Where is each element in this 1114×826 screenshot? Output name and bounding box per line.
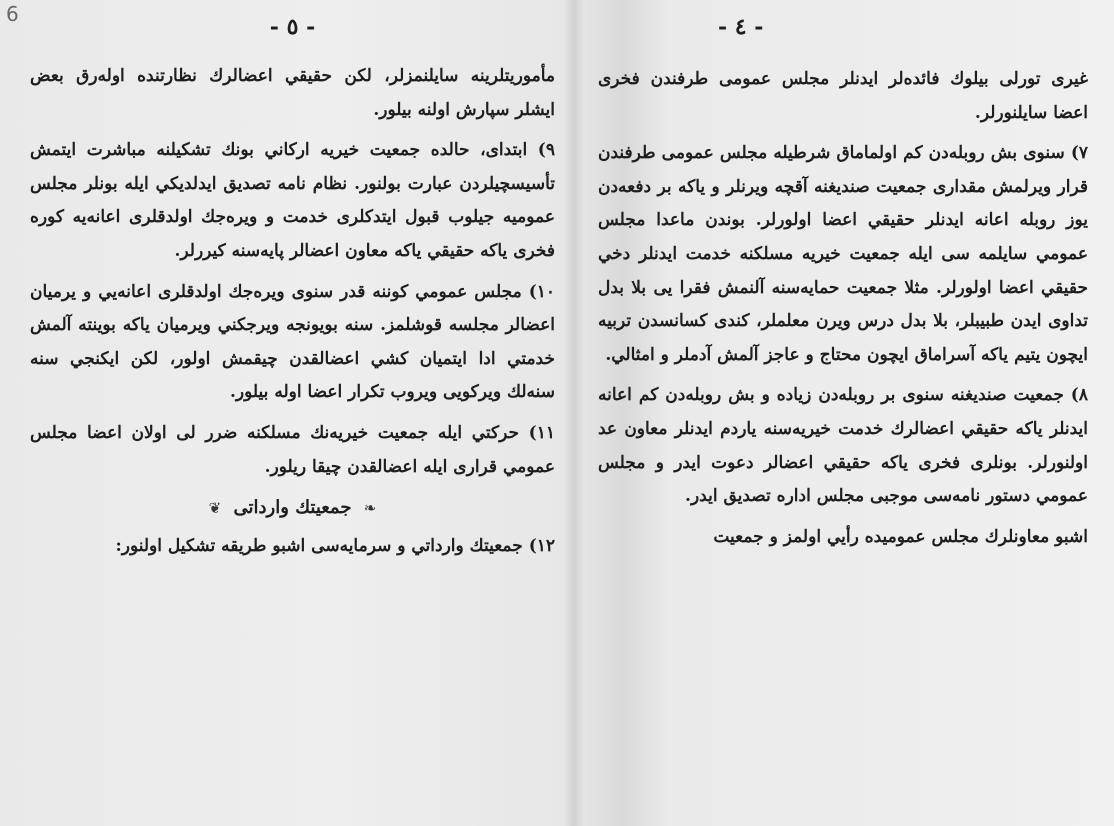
left-page-number: - ٥ - <box>269 14 316 40</box>
left-paragraph-1: مأموريتلرينه سايلنمزلر، لكن حقيقي اعضالرك نظارتنده اوله‌رق بعض ايشلر سپارش اولنه بيلور. <box>30 66 555 120</box>
left-paragraph-2: ٩) ابتداى، حالده جمعيت خيريه اركاني بونك تشكيلنه مباشرت ايتمش تأسيسچيلردن عبارت بولنور. نظام نامه تصديق ايدلديكي ايله بونلر مجلس عموميه جيلوب قبول ايتدكلرى خدمت و ويره‌جك اولدقلرى اعانه‌يه كوره فخرى ياكه حقيقي ياكه معاون اعضالر پايه‌سنه كيررلر. <box>30 140 555 261</box>
section-heading-text: جمعيتك وارداتى <box>233 497 352 519</box>
ornament-right-icon: ❧ <box>363 499 377 518</box>
right-paragraph-2: ٧) سنوى بش روبله‌دن كم اولماماق شرطيله مجلس عمومى طرفندن قرار ويرلمش مقدارى جمعيت صنديغنه آقچه ويرنلر و ياكه بر دفعه‌دن يوز روبله اعانه ايدنلر حقيقي اعضا اولورلر. بوندن ماعدا مجلس عمومي سايلمه سى ايله جمعيت خيريه مسلكنه خدمت ايدنلر دخي حقيقي اعضا اولورلر. مثلا جمعيت حمايه‌سنه آلنمش فقرا يى بلا بدل تداوى ايدن طبيبلر، بلا بدل درس ويرن معلملر، كندى كسانسدن تربيه ايچون يتيم ياكه آسراماق ايچون محتاج و عاجز آلمش آدملر و امثالي. <box>598 143 1088 365</box>
right-page-text <box>598 63 1088 561</box>
section-heading <box>30 491 555 526</box>
right-paragraph-3: ٨) جمعيت صنديغنه سنوى بر روبله‌دن زياده و بش روبله‌دن كم اعانه ايدنلر ياكه حقيقي اعضالرك خدمت خيريه‌سنه ياردم ايدنلر معاون عد اولنورلر. بونلرى فخرى ياكه حقيقي اعضالر دعوت ايدر و مجلس عمومي دستور نامه‌سى موجبى مجلس اداره تصديق ايدر. <box>598 385 1088 507</box>
right-page-number: - ٤ - <box>718 14 764 40</box>
ornament-left-icon: ❦ <box>208 499 222 518</box>
left-page <box>30 0 555 826</box>
left-paragraph-5: ١٢) جمعيتك وارداتي و سرمايه‌سى اشبو طريقه تشكيل اولنور: <box>115 535 555 556</box>
right-paragraph-1: غيرى تورلى بيلوك فائده‌لر ايدنلر مجلس عمومى طرفندن فخرى اعضا سايلنورلر. <box>598 69 1088 123</box>
left-page-text <box>30 60 555 570</box>
left-paragraph-3: ١٠) مجلس عمومي كوننه قدر سنوى ويره‌جك اولدقلرى اعانه‌يي و يرميان اعضالر مجلسه قوشلمز. سنه بويونجه ويرجكني ويرميان ياكه بوينته آلمش خدمتي ادا ايتميان كشي اعضالقدن چيقمش اولور، لكن ايكنجي سنه سنه‌لك ويركويى ويروب تكرار اعضا اوله بيلور. <box>30 281 555 403</box>
left-paragraph-4: ١١) حركتي ايله جمعيت خيريه‌نك مسلكنه ضرر لى اولان اعضا مجلس عمومي قرارى ايله اعضالقدن چيقا ريلور. <box>30 422 555 477</box>
right-paragraph-4: اشبو معاونلرك مجلس عموميده رأيي اولمز و جمعيت <box>713 526 1088 547</box>
right-page <box>598 0 1088 826</box>
book-gutter <box>565 0 583 826</box>
corner-mark: 6 <box>6 2 19 26</box>
